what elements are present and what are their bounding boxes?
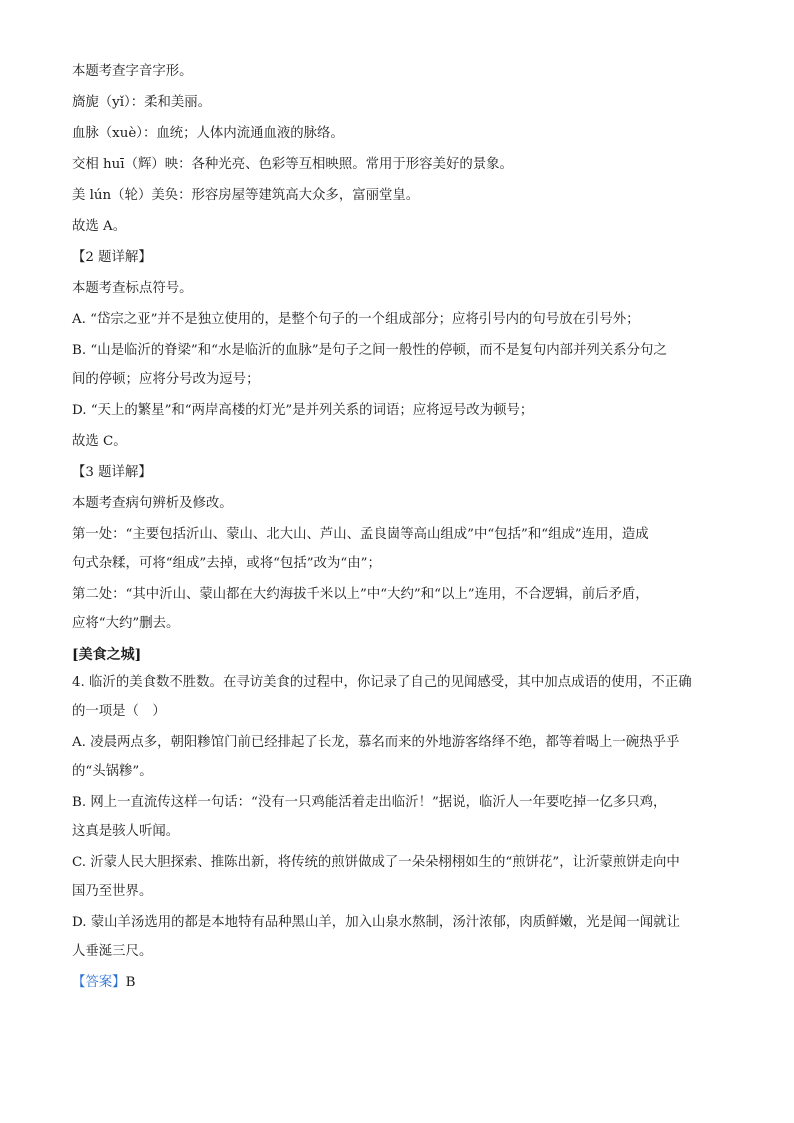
question-2-heading: 【2 题详解】 [72, 250, 152, 265]
text-line: 交相 huī（辉）映：各种光亮、色彩等互相映照。常用于形容美好的景象。 [72, 157, 513, 172]
question-4-stem: 4. 临沂的美食数不胜数。在寻访美食的过程中，你记录了自己的见闻感受，其中加点成语的使用，不正确 [72, 675, 692, 690]
text-line: 第一处：“主要包括沂山、蒙山、北大山、芦山、孟良崮等高山组成”中“包括”和“组成”连用，造成 [72, 527, 649, 542]
option-d: 人垂涎三尺。 [72, 944, 153, 959]
text-line: 本题考查病句辨析及修改。 [72, 496, 233, 511]
option-c: 国乃至世界。 [72, 884, 153, 899]
option-b: B. 网上一直流传这样一句话：“没有一只鸡能活着走出临沂！”据说，临沂人一年要吃掉一亿多只鸡， [72, 795, 667, 810]
text-line: D. “天上的繁星”和“两岸高楼的灯光”是并列关系的词语；应将逗号改为顿号； [72, 403, 534, 418]
answer-value: B [125, 975, 136, 990]
question-3-heading: 【3 题详解】 [72, 465, 152, 480]
section-title: [美食之城] [72, 647, 142, 663]
option-a: 的“头锅糁”。 [72, 764, 153, 779]
text-line: B. “山是临沂的脊梁”和“水是临沂的血脉”是句子之间一般性的停顿，而不是复句内部并列关系分句之 [72, 343, 667, 358]
text-line: 故选 A。 [72, 219, 127, 234]
question-4-stem: 的一项是（ ） [72, 704, 166, 719]
text-line: 间的停顿；应将分号改为逗号； [72, 372, 260, 387]
text-line: 本题考查标点符号。 [72, 281, 193, 296]
text-line: 应将“大约”删去。 [72, 616, 180, 631]
option-b: 这真是骇人听闻。 [72, 824, 180, 839]
text-line: 句式杂糅，可将“组成”去掉，或将“包括”改为“由”； [72, 556, 381, 571]
text-line: 旖旎（yǐ）：柔和美丽。 [72, 95, 212, 110]
option-a: A. 凌晨两点多，朝阳糁馆门前已经排起了长龙，慕名而来的外地游客络绎不绝，都等着喝上一碗热乎乎 [72, 735, 680, 750]
text-line: 故选 C。 [72, 434, 127, 449]
text-line: 第二处：“其中沂山、蒙山都在大约海拔千米以上”中“大约”和“以上”连用，不合逻辑，前后矛盾， [72, 587, 649, 602]
answer-tag: 【答案】 [72, 975, 126, 990]
option-d: D. 蒙山羊汤选用的都是本地特有品种黑山羊，加入山泉水熬制，汤汁浓郁，肉质鲜嫩，光是闻一闻就让 [72, 915, 680, 930]
answer-line [72, 973, 722, 1004]
option-c: C. 沂蒙人民大胆探索、推陈出新，将传统的煎饼做成了一朵朵栩栩如生的“煎饼花”，让沂蒙煎饼走向中 [72, 855, 680, 870]
text-line: 美 lún（轮）美奂：形容房屋等建筑高大众多，富丽堂皇。 [72, 188, 420, 203]
text-line: 血脉（xuè）：血统；人体内流通血液的脉络。 [72, 126, 344, 141]
text-line: A. “岱宗之亚”并不是独立使用的，是整个句子的一个组成部分；应将引号内的句号放在引号外； [72, 312, 640, 327]
document-content [72, 62, 722, 1004]
text-line: 本题考查字音字形。 [72, 64, 193, 79]
